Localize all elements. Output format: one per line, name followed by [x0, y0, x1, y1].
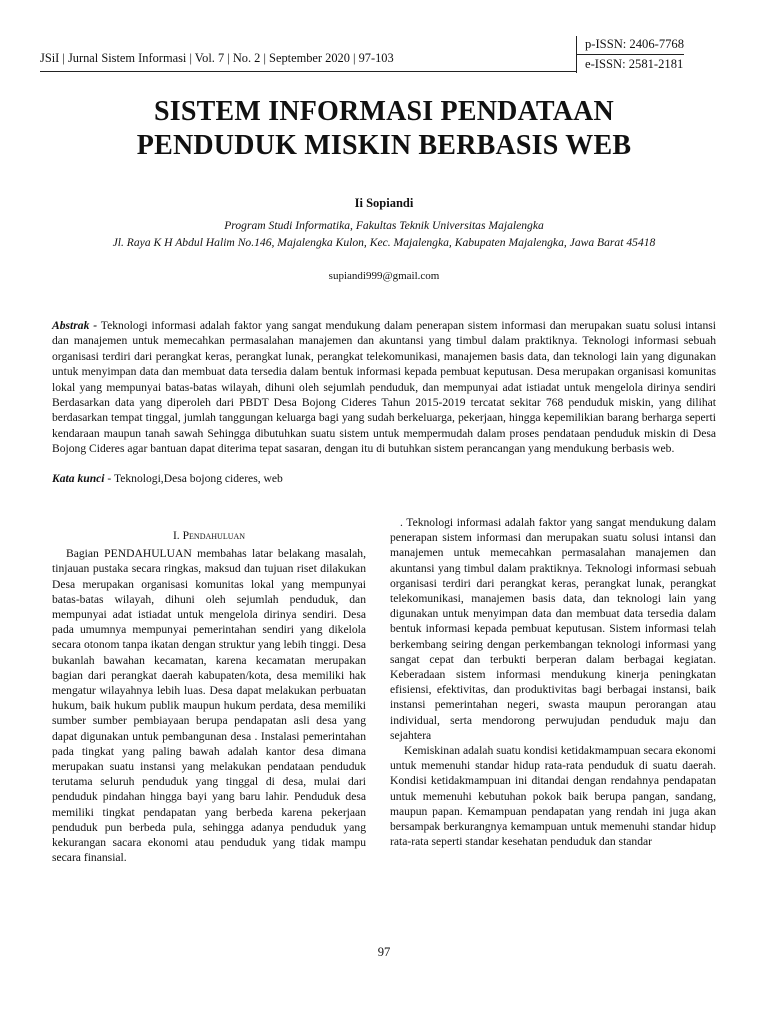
keywords-text: - Teknologi,Desa bojong cideres, web — [104, 472, 283, 485]
p-issn: p-ISSN: 2406-7768 — [585, 37, 685, 51]
e-issn: e-ISSN: 2581-2181 — [585, 57, 684, 71]
abstract-label: Abstrak - — [52, 319, 98, 332]
abstract-text: Teknologi informasi adalah faktor yang sangat mendukung dalam penerapan sistem informasi dan merupakan suatu solusi intansi dan manajemen untuk memecahkan permasalahan manajemen dan akuntansi yang timbul dalam praktiknya. Teknologi informasi sebuah organisasi terdiri dari perangkat keras, perangkat lunak, perangkat telekomunikasi, manajemen basis data, dan teknologi lain yang digunakan untuk menyimpan data dan membuat data tersedia dalam bentuk informasi kepada pembuat keputusan. Desa merupakan organisasi komunitas lokal yang mempunyai batas-batas wilayah, dihuni oleh sejumlah penduduk, dan mempunyai adat istiadat untuk mengelola dirinya sendiri Berdasarkan data yang diperoleh dari PBDT Desa Bojong Cideres Tahun 2015-2019 tercatat sekitar 768 penduduk miskin, yang dilihat berdasarkan tempat tinggal, jumlah tanggungan keluarga bagi yang sudah berkeluarga, pekerjaan, hingga kepemilikian barang berharga seperti kendaraan maupun tanah sawah Sehingga dibutuhkan suatu sistem untuk mempermudah dalam proses pendataan penduduk miskin di Desa Bojong Cideres agar bantuan dapat diterima tepat sasaran, dengan itu di butuhkan sistem perancangan yang mendukung berbasis web. — [52, 319, 716, 456]
intro-paragraph-right-2: Kemiskinan adalah suatu kondisi ketidakmampuan secara ekonomi untuk memenuhi standar hidup rata-rata penduduk di suatu daerah. Kondisi ketidakmampuan ini ditandai dengan rendahnya pendapatan untuk memenuhi kebutuhan pokok baik berupa pangan, sandang, maupun papan. Kemampuan pendapatan yang rendah ini juga akan bersampak berkurangnya kemampuan untuk memenuhi standar hidup rata-rata seperti standar kesehatan penduduk dan standar — [390, 744, 716, 849]
author-email: supiandi999@gmail.com — [328, 270, 440, 282]
author-name: Ii Sopiandi — [354, 196, 414, 210]
affiliation-line-2: Jl. Raya K H Abdul Halim No.146, Majalengka Kulon, Kec. Majalengka, Kabupaten Majalengka, Jawa Barat 45418 — [112, 236, 656, 249]
issn-box — [576, 36, 684, 73]
keywords — [52, 472, 716, 485]
title-line-1: SISTEM INFORMASI PENDATAAN — [154, 96, 614, 127]
intro-paragraph-left: Bagian PENDAHULUAN membahas latar belakang masalah, tinjauan pustaka secara ringkas, maksud dan tujuan riset dilakukan Desa merupakan organisasi komunitas lokal yang mempunyai batas-batas wilayah, dihuni oleh sejumlah penduduk, dan mempunyai adat istiadat untuk mengelola dirinya sendiri. Desa pada umumnya mempunyai pemerintahan sendiri yang dikelola secara otonom tanpa ikatan dengan struktur yang lebih tinggi. Desa bukanlah bawahan kecamatan, karena kecamatan merupakan bagian dari perangkat daerah kabupaten/kota, desa memiliki hak mengatur wilayahnya lebih luas. Desa dapat melakukan perbuatan hukum, baik hukum publik maupun hukum perdata, desa memiliki sumber sumber pembiayaan berupa pendapatan asli desa yang dapat digunakan untuk pembangunan desa . Instalasi pemerintahan pada tingkat yang paling bawah adalah kantor desa dimana merupakan suatu instansi yang melakukan pendataan penduduk terutama seluruh penduduk yang tinggal di desa, mulai dari penduduk pindahan hingga bayi yang baru lahir. Penduduk desa memiliki tingkat pendapatan yang berbeda karena pekerjaan penduduk pun berbeda pula, sehingga adanya penduduk yang kekurangan sacara ekonomi atau penduduk yang tidak mampu secara finansial. — [52, 547, 366, 865]
title-line-2: PENDUDUK MISKIN BERBASIS WEB — [136, 130, 632, 161]
intro-paragraph-right-1: . Teknologi informasi adalah faktor yang sangat mendukung dalam penerapan sistem informasi dan merupakan suatu solusi intansi dan manajemen untuk memecahkan permasalahan manajemen dan akuntansi yang timbul dalam praktiknya. Teknologi informasi sebuah organisasi terdiri dari perangkat keras, perangkat lunak, perangkat telekomunikasi, manajemen basis data, dan teknologi lain yang digunakan untuk menyimpan data dan membuat data tersedia dalam bentuk informasi kepada pembuat keputusan. Sistem informasi telah berkembang seiring dengan perkembangan teknologi informasi yang sangat cepat dan terbukti berperan dalam berbagai kegiatan. Keberadaan sistem informasi mendukung kinerja peningkatan efisiensi, efektivitas, dan produktivitas bagi berbagai instansi, baik instansi pemerintahan negeri, swasta maupun perorangan atau individual, serta mendorong perwujudan penduduk maju dan sejahtera — [390, 516, 716, 742]
section-heading: I. Pendahuluan — [172, 529, 246, 542]
journal-header: JSiI | Jurnal Sistem Informasi | Vol. 7 | No. 2 | September 2020 | 97-103 — [40, 51, 394, 65]
issn-divider — [577, 54, 684, 55]
abstract — [52, 318, 716, 457]
paper-title — [0, 95, 768, 163]
left-column — [52, 528, 366, 865]
header-rule — [40, 71, 576, 72]
keywords-label: Kata kunci — [52, 472, 105, 485]
page-number: 97 — [377, 945, 391, 959]
affiliation-line-1: Program Studi Informatika, Fakultas Teknik Universitas Majalengka — [224, 219, 544, 232]
right-column — [390, 515, 716, 849]
affiliation — [0, 217, 768, 251]
